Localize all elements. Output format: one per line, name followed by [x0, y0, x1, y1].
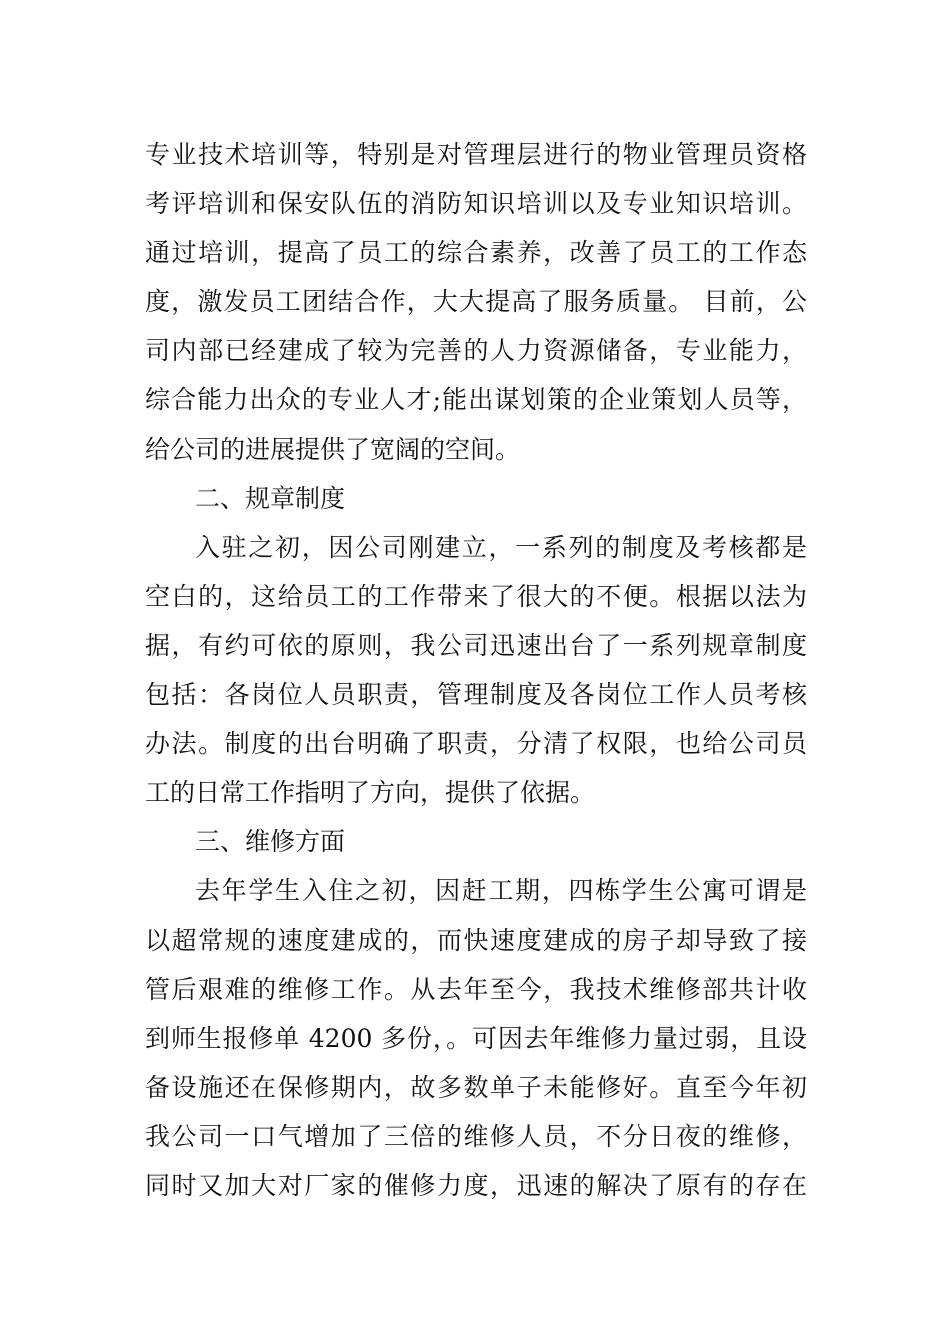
body-text-line: 我公司一口气增加了三倍的维修人员，不分日夜的维修，: [145, 1121, 807, 1151]
body-text-line: 通过培训，提高了员工的综合素养，改善了员工的工作态: [145, 238, 807, 268]
body-text-line: 包括：各岗位人员职责，管理制度及各岗位工作人员考核: [145, 680, 807, 710]
body-text-line: 空白的，这给员工的工作带来了很大的不便。根据以法为: [145, 581, 807, 611]
body-text-line: 办法。制度的出台明确了职责，分清了权限，也给公司员: [145, 729, 807, 759]
body-text-line: 入驻之初，因公司刚建立，一系列的制度及考核都是: [195, 532, 807, 562]
body-text-line: 到师生报修单 4200 多份，。可因去年维修力量过弱，且设: [145, 1023, 807, 1053]
body-text-line: 同时又加大对厂家的催修力度，迅速的解决了原有的存在: [145, 1170, 807, 1200]
body-text-line: 综合能力出众的专业人才;能出谋划策的企业策划人员等，: [145, 385, 807, 415]
body-text-line: 管后艰难的维修工作。从去年至今，我技术维修部共计收: [145, 974, 807, 1004]
body-text-line: 专业技术培训等，特别是对管理层进行的物业管理员资格: [145, 140, 807, 169]
body-text-line: 工的日常工作指明了方向，提供了依据。: [145, 778, 596, 808]
body-text-line: 以超常规的速度建成的，而快速度建成的房子却导致了接: [145, 925, 807, 955]
body-text-line: 司内部已经建成了较为完善的人力资源储备，专业能力，: [145, 336, 807, 366]
body-text-line: 给公司的进展提供了宽阔的空间。: [145, 434, 521, 464]
body-text-line: 度，激发员工团结合作，大大提高了服务质量。 目前，公: [145, 287, 807, 317]
body-text-line: 据，有约可依的原则，我公司迅速出台了一系列规章制度: [145, 630, 807, 660]
section-heading: 二、规章制度: [195, 483, 346, 513]
document-body: [145, 130, 807, 1210]
section-heading: 三、维修方面: [195, 827, 346, 857]
body-text-line: 备设施还在保修期内，故多数单子未能修好。直至今年初: [145, 1072, 807, 1102]
body-text-line: 考评培训和保安队伍的消防知识培训以及专业知识培训。: [145, 189, 807, 219]
body-text-line: 去年学生入住之初，因赶工期，四栋学生公寓可谓是: [195, 876, 807, 906]
